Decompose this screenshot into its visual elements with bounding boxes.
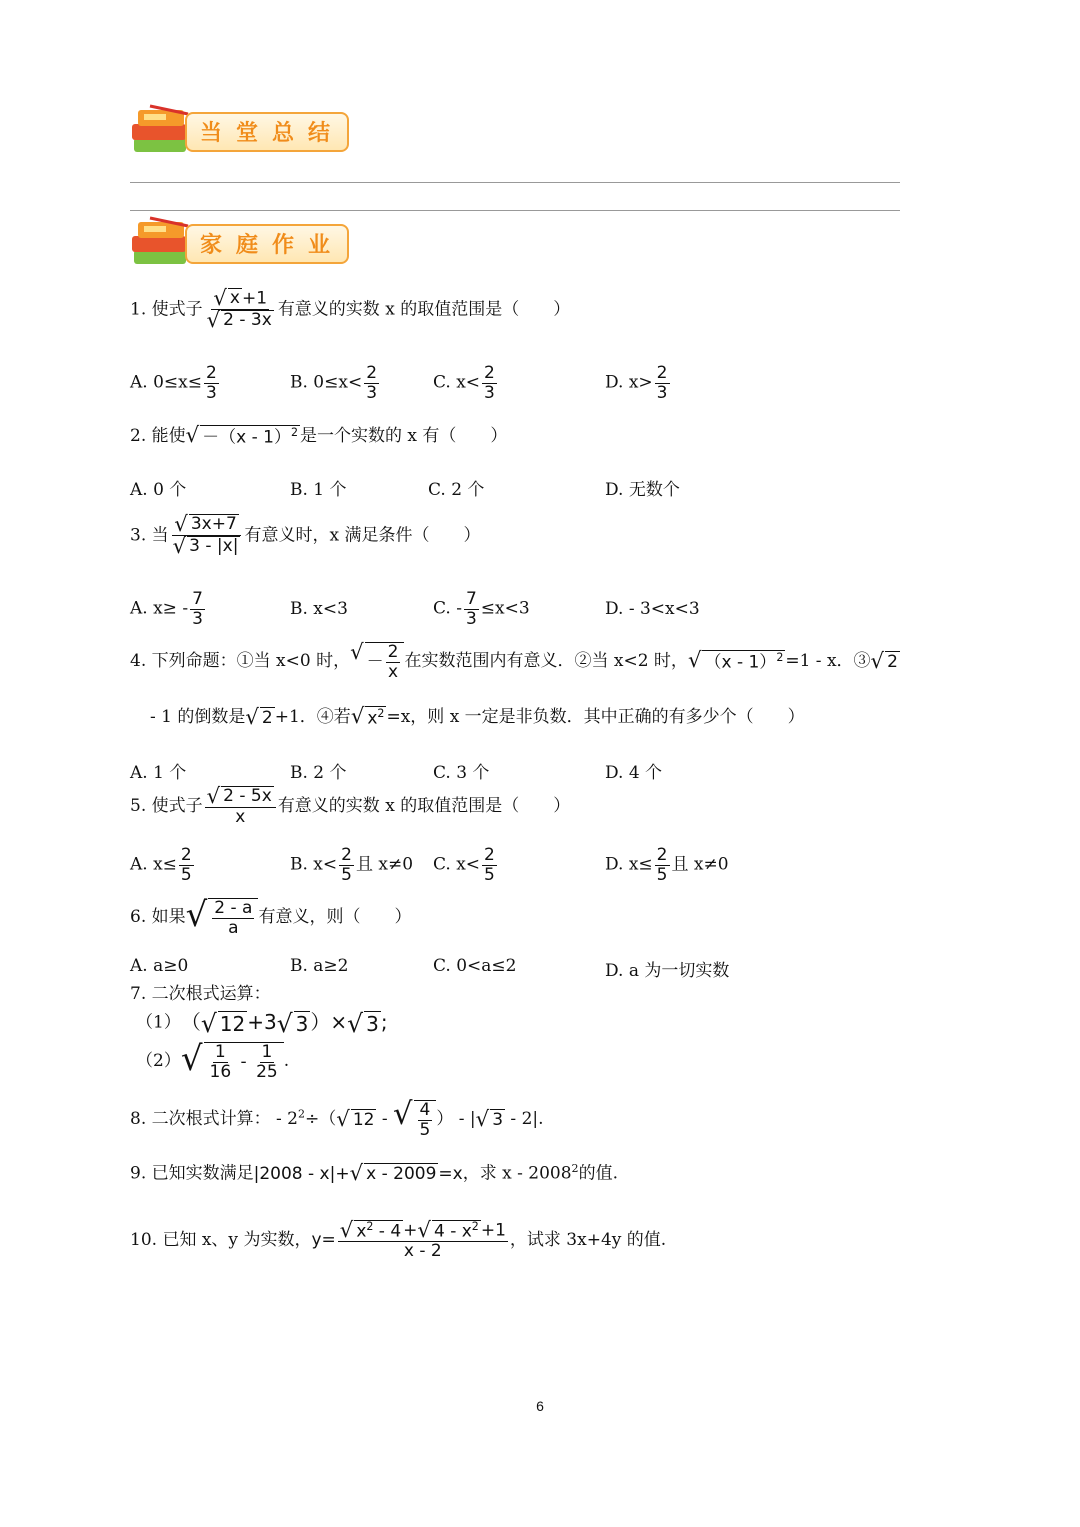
question-2 (130, 425, 507, 448)
q8-mid: ） - | (436, 1109, 476, 1130)
q1-a-num: 2 (205, 363, 217, 383)
q4-r5-exp: 2 (377, 707, 385, 720)
q7-p1-label: （1） (136, 1012, 181, 1033)
q4-radical-2: √ （x - 1）$^2$ (687, 648, 784, 674)
q7-p1-a: 12 (219, 1012, 246, 1036)
q4-l2-c: =x，则 x 一定是非负数．其中正确的有多少个（ ） (386, 707, 805, 728)
q6-num: 2 - a (214, 898, 253, 918)
q1-fraction: √ x +1 √ 2 - 3x (206, 286, 272, 334)
q1-c-num: 2 (484, 363, 495, 383)
q3-c-num: 7 (465, 589, 477, 609)
q6-option-a: A. a≥0 (130, 956, 189, 976)
q3-c-den: 3 (465, 608, 477, 629)
q9-exp: 2 (571, 1162, 579, 1175)
q5-num: 2 - 5x (223, 786, 272, 806)
q3-a-den: 3 (192, 608, 203, 629)
q4-r1-den: x (388, 661, 399, 682)
q10-r2: 4 - x (433, 1221, 472, 1242)
q3-den: 3 - |x| (189, 536, 239, 557)
q1-option-a (130, 364, 221, 402)
q1-b-den: 3 (366, 382, 378, 403)
q4-radical-1: √ － $\frac{2}{x}$ (350, 642, 404, 681)
q10-r2-exp: 2 (471, 1220, 479, 1233)
q7-p2-d2: 25 (256, 1061, 278, 1082)
q5-d-post: 且 x≠0 (671, 854, 729, 875)
q5-option-b (290, 846, 413, 884)
q4-l1-a: 4. 下列命题：①当 x<0 时， (130, 651, 351, 672)
q4-radical-3: √ 2 (870, 648, 898, 674)
q6-radical: √ $\frac{2 - a}{a}$ (186, 898, 259, 937)
q7-p1-d: 3 (366, 1012, 379, 1036)
q8-tail: - 2|. (505, 1109, 544, 1130)
q8-r1: 12 (352, 1109, 375, 1130)
q9-prefix: 9. 已知实数满足 (130, 1163, 254, 1184)
q3-num: 3x+7 (190, 514, 237, 534)
question-5 (130, 786, 570, 827)
q5-c-num: 2 (484, 845, 495, 865)
q9-eq: =x (438, 1163, 463, 1184)
q3-a-label: A. x≥ - (130, 598, 189, 619)
q5-c-den: 5 (484, 864, 495, 885)
q1-b-num: 2 (366, 363, 378, 383)
q4-radical-4: √ 2 (245, 704, 273, 730)
q8-f-num: 4 (419, 1100, 431, 1120)
q3-c-pre: C. - (433, 598, 462, 619)
q5-option-d (605, 846, 729, 884)
q6-den: a (228, 917, 239, 938)
q3-prefix: 3. 当 (130, 525, 169, 546)
q1-option-b (290, 364, 381, 402)
q10-fraction: √ $x^2 - 4$ + √ $4 - x^2$ +1 x - 2 (339, 1218, 506, 1262)
q10-num-tail: +1 (480, 1220, 506, 1241)
q2-prefix: 2. 能使 (130, 426, 186, 447)
q2-exp: 2 (291, 426, 299, 439)
q5-option-c (433, 846, 499, 884)
q7-p2-n1: 1 (214, 1042, 226, 1062)
q8-div: ÷（ (305, 1109, 337, 1130)
section-title: 家庭作业 (200, 233, 345, 258)
q1-suffix: 有意义的实数 x 的取值范围是（ ） (277, 299, 571, 320)
section-banner-summary (130, 104, 355, 160)
q10-plus: + (403, 1220, 418, 1241)
q10-suffix: ，试求 3x+4y 的值. (509, 1230, 667, 1251)
q5-b-num: 2 (341, 845, 352, 865)
q5-den: x (235, 807, 246, 828)
question-4-line-1 (130, 642, 900, 681)
section-banner-homework (130, 216, 355, 272)
question-8: 8. 二次根式计算： - $2^2\div$（ √ 12 - √ $\frac{4}{5}$ ） - | √ 3 - 2|. (130, 1097, 544, 1140)
q1-option-c (433, 364, 499, 402)
q7-p1-b: +3 (247, 1010, 277, 1034)
q2-option-b: B. 1 个 (290, 480, 347, 500)
q4-r2-exp: 2 (776, 651, 784, 665)
q1-d-num: 2 (656, 363, 668, 383)
q1-b-label: B. 0≤x< (290, 372, 363, 393)
q5-c-label: C. x< (433, 854, 481, 875)
q1-option-d (605, 364, 672, 402)
q7-p1-c: 3 (295, 1012, 309, 1036)
q5-b-den: 5 (341, 864, 352, 885)
q10-prefix: 10. 已知 x、y 为实数， (130, 1230, 312, 1251)
q3-option-b: B. x<3 (290, 599, 348, 619)
divider (130, 182, 900, 183)
q10-r1-exp: 2 (366, 1220, 374, 1233)
q3-a-num: 7 (192, 589, 203, 609)
q8-f-den: 5 (419, 1119, 431, 1140)
q9-suffix: ，求 x - 2008 (462, 1163, 572, 1184)
q5-prefix: 5. 使式子 (130, 795, 203, 816)
divider (130, 210, 900, 211)
q4-option-c: C. 3 个 (433, 763, 490, 783)
question-4-line-2 (150, 706, 805, 729)
question-9: 9. 已知实数满足|2008 - x|+ √ x - 2009 =x，求 x - 2008$^2$的值. (130, 1161, 618, 1187)
q6-option-b: B. a≥2 (290, 956, 349, 976)
q5-a-den: 5 (180, 864, 192, 885)
q5-a-num: 2 (180, 845, 192, 865)
q10-r1: x (356, 1221, 367, 1242)
q3-option-c (433, 590, 530, 628)
q5-d-den: 5 (656, 864, 668, 885)
q4-option-a: A. 1 个 (130, 763, 187, 783)
q1-den: 2 - 3x (223, 310, 272, 331)
q8-prefix: 8. 二次根式计算： - 2 (130, 1109, 298, 1130)
q8-exp: 2 (298, 1107, 306, 1121)
q4-r4: 2 (261, 707, 273, 728)
question-7-part-1: （1）（ √ 12 +3 √ 3 ）× √ 3 ; (136, 1009, 388, 1038)
q9-rad: x - 2009 (366, 1164, 437, 1185)
page-number: 6 (536, 1398, 544, 1414)
question-6 (130, 895, 412, 938)
q2-rad: －（x - 1） (202, 427, 291, 448)
q10-den: x - 2 (403, 1241, 442, 1262)
q5-a-label: A. x≤ (130, 854, 177, 875)
q4-r2: （x - 1） (704, 652, 777, 673)
question-7-part-2: （2） √ $\frac{1}{16}$ - $\frac{1}{25}$ . (136, 1039, 290, 1082)
q2-option-a: A. 0 个 (130, 480, 187, 500)
q1-prefix: 1. 使式子 (130, 299, 203, 320)
q3-option-d: D. - 3<x<3 (605, 599, 700, 619)
q4-l1-b: 在实数范围内有意义．②当 x<2 时， (404, 651, 688, 672)
q4-l1-c: =1 - x．③ (785, 651, 871, 672)
q1-d-label: D. x> (605, 372, 653, 393)
q4-radical-5: √ $x^2$ (350, 704, 385, 729)
q2-suffix: 是一个实数的 x 有（ ） (300, 426, 508, 447)
q10-r1-tail: - 4 (373, 1221, 402, 1242)
section-title: 当堂总结 (200, 121, 345, 146)
question-3 (130, 514, 480, 558)
books-icon (130, 216, 192, 272)
q6-option-c: C. 0<a≤2 (433, 956, 517, 976)
q6-suffix: 有意义，则（ ） (258, 907, 412, 928)
q1-d-den: 3 (656, 382, 668, 403)
q1-c-den: 3 (484, 382, 495, 403)
q4-r5: x (367, 708, 378, 729)
q9-end: 的值. (578, 1163, 618, 1184)
q10-y: y= (311, 1230, 336, 1251)
q5-fraction: √ 2 - 5x x (205, 786, 276, 827)
q5-suffix: 有意义的实数 x 的取值范围是（ ） (277, 795, 571, 816)
q4-l2-b: +1．④若 (274, 707, 351, 728)
q1-num: x (229, 288, 240, 308)
q5-d-num: 2 (656, 845, 668, 865)
q8-r2: 3 (492, 1109, 504, 1130)
question-1 (130, 288, 570, 332)
q1-a-den: 3 (205, 382, 217, 403)
q3-fraction: √ 3x+7 √ 3 - |x| (171, 514, 243, 558)
question-7-title: 7. 二次根式运算： (130, 984, 271, 1004)
q3-option-a (130, 590, 207, 628)
q7-p2-label: （2） (136, 1051, 181, 1072)
q5-b-pre: B. x< (290, 854, 338, 875)
q8-minus: - (376, 1109, 394, 1130)
q4-option-d: D. 4 个 (605, 763, 663, 783)
q4-r3: 2 (887, 651, 898, 672)
q9-abs: |2008 - x|+ (253, 1163, 350, 1184)
q7-p2-radical: √ $\frac{1}{16}$ - $\frac{1}{25}$ (181, 1042, 284, 1081)
q2-radical: √ －（x - 1）$^2$ (185, 423, 299, 448)
q1-num-tail: +1 (241, 288, 268, 309)
q4-option-b: B. 2 个 (290, 763, 347, 783)
q3-c-post: ≤x<3 (480, 598, 530, 619)
q1-c-label: C. x< (433, 372, 481, 393)
q5-d-pre: D. x≤ (605, 854, 653, 875)
q5-option-a (130, 846, 196, 884)
q1-a-label: A. 0≤x≤ (130, 372, 202, 393)
q4-l2-a: - 1 的倒数是 (150, 707, 246, 728)
q7-p2-d1: 16 (209, 1061, 232, 1082)
q6-option-d: D. a 为一切实数 (605, 961, 730, 981)
question-10 (130, 1220, 666, 1261)
q2-option-d: D. 无数个 (605, 480, 680, 500)
books-icon (130, 104, 192, 160)
q4-r1-num: 2 (387, 642, 399, 662)
q2-option-c: C. 2 个 (428, 480, 485, 500)
q7-p2-n2: 1 (261, 1042, 273, 1062)
q3-suffix: 有意义时，x 满足条件（ ） (244, 525, 481, 546)
q5-b-post: 且 x≠0 (355, 854, 414, 875)
q6-prefix: 6. 如果 (130, 907, 186, 928)
